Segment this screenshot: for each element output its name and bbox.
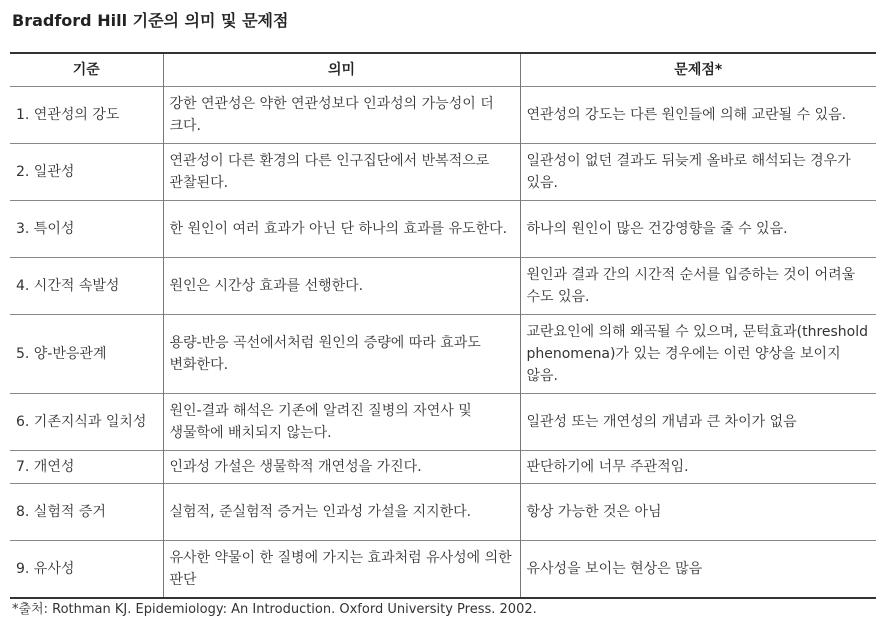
meaning-cell: 용량-반응 곡선에서처럼 원인의 증량에 따라 효과도 변화한다.: [163, 315, 520, 394]
problem-cell: 일관성 또는 개연성의 개념과 큰 차이가 없음: [520, 394, 876, 451]
criterion-cell: 8. 실험적 증거: [10, 484, 163, 541]
criteria-table: [10, 52, 876, 599]
table-row: [10, 484, 876, 541]
criterion-cell: 4. 시간적 속발성: [10, 258, 163, 315]
criterion-cell: 5. 양-반응관계: [10, 315, 163, 394]
table-row: [10, 451, 876, 484]
criterion-cell: 2. 일관성: [10, 144, 163, 201]
criterion-cell: 9. 유사성: [10, 541, 163, 599]
table-row: [10, 201, 876, 258]
source-citation: *출처: Rothman KJ. Epidemiology: An Introduction. Oxford University Press. 2002.: [12, 602, 537, 617]
page-title: Bradford Hill 기준의 의미 및 문제점: [12, 11, 289, 30]
meaning-cell: 유사한 약물이 한 질병에 가지는 효과처럼 유사성에 의한 판단: [163, 541, 520, 599]
criteria-table-wrapper: [10, 52, 876, 599]
meaning-cell: 실험적, 준실험적 증거는 인과성 가설을 지지한다.: [163, 484, 520, 541]
problem-cell: 유사성을 보이는 현상은 많음: [520, 541, 876, 599]
header-meaning: 의미: [163, 53, 520, 87]
criterion-cell: 1. 연관성의 강도: [10, 87, 163, 144]
meaning-cell: 강한 연관성은 약한 연관성보다 인과성의 가능성이 더 크다.: [163, 87, 520, 144]
table-row: [10, 394, 876, 451]
table-row: [10, 258, 876, 315]
table-row: [10, 541, 876, 599]
meaning-cell: 연관성이 다른 환경의 다른 인구집단에서 반복적으로 관찰된다.: [163, 144, 520, 201]
problem-cell: 원인과 결과 간의 시간적 순서를 입증하는 것이 어려울 수도 있음.: [520, 258, 876, 315]
meaning-cell: 원인은 시간상 효과를 선행한다.: [163, 258, 520, 315]
table-header-row: [10, 53, 876, 87]
meaning-cell: 한 원인이 여러 효과가 아닌 단 하나의 효과를 유도한다.: [163, 201, 520, 258]
table-row: [10, 315, 876, 394]
problem-cell: 판단하기에 너무 주관적임.: [520, 451, 876, 484]
problem-cell: 연관성의 강도는 다른 원인들에 의해 교란될 수 있음.: [520, 87, 876, 144]
criterion-cell: 6. 기존지식과 일치성: [10, 394, 163, 451]
criterion-cell: 3. 특이성: [10, 201, 163, 258]
header-problem: 문제점*: [520, 53, 876, 87]
header-criterion: 기준: [72, 62, 100, 78]
table-row: [10, 87, 876, 144]
problem-cell: 일관성이 없던 결과도 뒤늦게 올바로 해석되는 경우가 있음.: [520, 144, 876, 201]
meaning-cell: 원인-결과 해석은 기존에 알려진 질병의 자연사 및 생물학에 배치되지 않는다.: [163, 394, 520, 451]
problem-cell: 항상 가능한 것은 아님: [520, 484, 876, 541]
problem-cell: 하나의 원인이 많은 건강영향을 줄 수 있음.: [520, 201, 876, 258]
table-row: [10, 144, 876, 201]
criterion-cell: 7. 개연성: [10, 451, 163, 484]
problem-cell: 교란요인에 의해 왜곡될 수 있으며, 문턱효과(threshold phenomena)가 있는 경우에는 이런 양상을 보이지 않음.: [520, 315, 876, 394]
meaning-cell: 인과성 가설은 생물학적 개연성을 가진다.: [163, 451, 520, 484]
